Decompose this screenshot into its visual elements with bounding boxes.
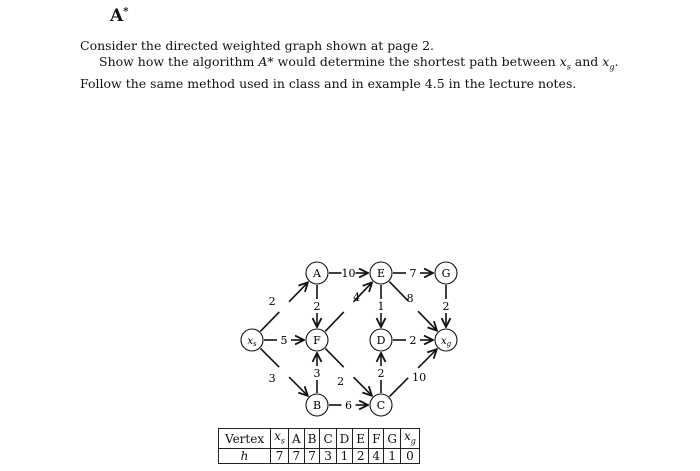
h-value-cell: 7 (271, 449, 289, 464)
h-value-cell: 3 (320, 449, 336, 464)
vertex-cell: C (320, 429, 336, 449)
node-xs (241, 329, 263, 351)
node-B (306, 394, 328, 416)
start-vertex-ref: $x_s$ (559, 54, 571, 72)
vertex-cell: B (304, 429, 320, 449)
edge-weight: 2 (313, 300, 321, 313)
edge-weight: 3 (268, 372, 276, 386)
edge-weight: 3 (313, 367, 321, 380)
edge-C-xg (389, 349, 436, 396)
vertex-cell: $x_g$ (400, 429, 419, 449)
node-D (370, 329, 392, 351)
intro-paragraph: Consider the directed weighted graph shown at page 2. (80, 38, 435, 53)
edge-B-C (329, 399, 368, 412)
vertex-row-label: Vertex (219, 429, 271, 449)
edge-weight: 4 (353, 290, 361, 304)
node-label: F (313, 334, 321, 347)
heading-text: A (110, 6, 124, 26)
node-G (435, 262, 457, 284)
edge-weight: 2 (377, 367, 385, 380)
edge-weight: 2 (409, 334, 417, 347)
edge-weight: 1 (377, 300, 385, 313)
h-value-cell: 2 (353, 449, 369, 464)
node-xg (435, 329, 457, 351)
edge-weight: 2 (442, 300, 450, 313)
edge-xs-A (260, 282, 308, 331)
edge-B-F (314, 353, 321, 393)
heading-star: * (123, 6, 129, 18)
edge-E-D (378, 285, 385, 327)
h-row-label: h (219, 449, 271, 464)
heuristic-table (218, 428, 420, 464)
edge-weight: 7 (409, 267, 417, 280)
h-value-cell: 1 (384, 449, 401, 464)
h-value-cell: 1 (336, 449, 353, 464)
edge-weight: 2 (337, 375, 345, 389)
edge-xs-B (260, 348, 307, 395)
vertex-cell: A (288, 429, 304, 449)
node-A (306, 262, 328, 284)
node-label: G (441, 267, 451, 280)
edge-weight: 10 (341, 267, 356, 280)
node-label: E (376, 267, 386, 280)
edge-A-F (314, 285, 321, 327)
node-C (370, 394, 392, 416)
edge-weight: 10 (412, 370, 427, 384)
node-label: C (376, 399, 386, 412)
table-row (219, 429, 420, 449)
edge-xs-F (264, 334, 304, 347)
h-value-cell: 7 (304, 449, 320, 464)
vertex-cell: F (369, 429, 384, 449)
edge-F-E (325, 282, 372, 331)
vertex-cell: $x_s$ (271, 429, 289, 449)
edge-F-C (325, 349, 371, 396)
edge-E-G (393, 267, 433, 280)
vertex-cell: E (353, 429, 369, 449)
vertex-cell: D (336, 429, 353, 449)
node-label: $x_s$ (247, 336, 257, 348)
edge-C-D (378, 353, 385, 393)
edge-weight: 2 (268, 294, 276, 308)
edge-G-xg (443, 285, 450, 327)
edge-A-E (329, 267, 368, 280)
edge-E-xg (389, 282, 437, 331)
edge-D-xg (393, 334, 433, 347)
vertex-cell: G (384, 429, 401, 449)
table-row (219, 449, 420, 464)
edge-weight: 5 (280, 334, 288, 347)
edge-weight: 6 (345, 399, 352, 412)
edge-weight: 8 (406, 292, 414, 306)
node-label: $x_g$ (440, 336, 452, 348)
node-E (370, 262, 392, 284)
node-label: A (313, 267, 321, 280)
node-label: B (312, 399, 322, 412)
node-F (306, 329, 328, 351)
goal-vertex-ref: $x_g$ (602, 54, 615, 72)
h-value-cell: 0 (400, 449, 419, 464)
algorithm-name: A* (258, 54, 274, 69)
h-value-cell: 7 (288, 449, 304, 464)
task-paragraph: Show how the algorithm A* would determine the shortest path between $x_s$ and $x_g$. Follow the same method used in class and in example 4.5 in the lecture notes. (80, 54, 619, 91)
h-value-cell: 4 (369, 449, 384, 464)
node-label: D (376, 334, 386, 347)
